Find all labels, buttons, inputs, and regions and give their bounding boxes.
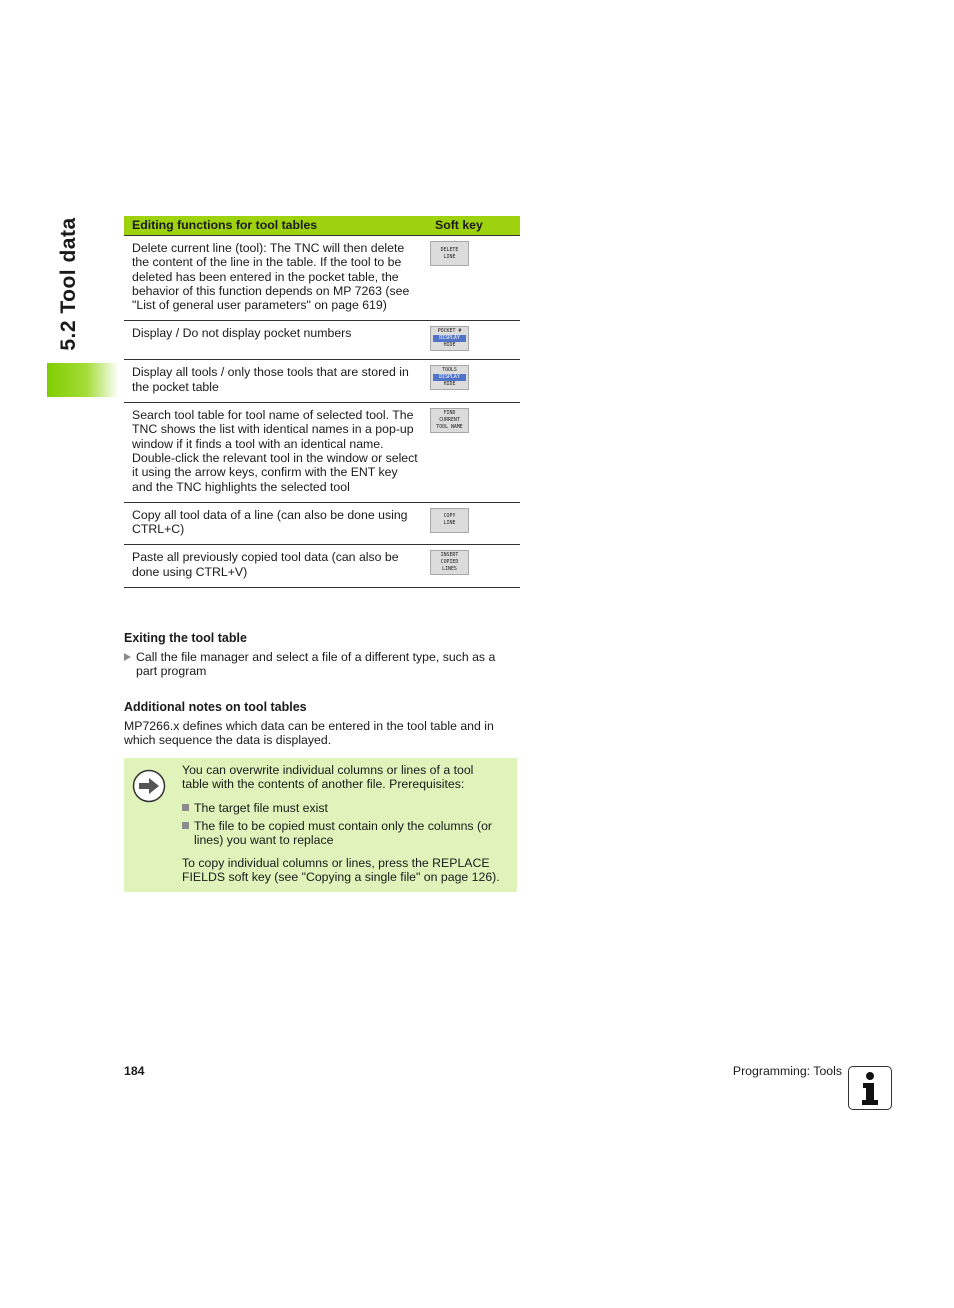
notes-heading: Additional notes on tool tables <box>124 700 307 714</box>
editing-functions-table <box>124 216 520 588</box>
table-row <box>124 360 520 403</box>
softkey-button[interactable] <box>430 326 469 351</box>
notes-paragraph <box>124 719 494 748</box>
callout-outro <box>182 856 500 885</box>
softkey-label-line: LINE <box>443 253 456 260</box>
softkey-cell <box>427 321 520 360</box>
function-description: Display all tools / only those tools that are stored in the pocket table <box>124 360 427 403</box>
softkey-label-line: DELETE <box>440 246 459 253</box>
callout-bullet-2-line2: lines) you want to replace <box>194 833 334 848</box>
softkey-label-line: LINE <box>443 520 456 527</box>
callout-outro-line1: To copy individual columns or lines, press the REPLACE <box>182 856 490 870</box>
softkey-label-line: LINES <box>442 566 457 573</box>
softkey-label-line: HIDE <box>443 381 456 388</box>
chapter-tab-marker <box>47 363 119 397</box>
softkey-label-line: POCKET # <box>437 328 462 335</box>
info-i-glyph <box>849 1067 891 1109</box>
softkey-label-line: FIND <box>443 410 456 417</box>
softkey-label-line: TOOLS <box>442 367 457 374</box>
callout-outro-line2: FIELDS soft key (see "Copying a single file" on page 126). <box>182 870 500 885</box>
info-icon <box>848 1066 892 1110</box>
softkey-label-line: TOOL NAME <box>436 424 463 431</box>
table-row <box>124 545 520 588</box>
softkey-button[interactable] <box>430 550 469 575</box>
softkey-cell <box>427 236 520 321</box>
softkey-button[interactable] <box>430 365 469 390</box>
table-header-softkey: Soft key <box>427 216 520 236</box>
exiting-step-line2: part program <box>136 664 207 679</box>
footer-section-title: Programming: Tools <box>732 1064 842 1078</box>
arrow-right-icon <box>132 769 166 803</box>
step-arrow-icon <box>124 653 131 661</box>
page-number: 184 <box>124 1064 145 1078</box>
softkey-cell <box>427 360 520 403</box>
table-header-function: Editing functions for tool tables <box>124 216 427 236</box>
softkey-cell <box>427 403 520 503</box>
table-row <box>124 403 520 503</box>
function-description: Copy all tool data of a line (can also be done using CTRL+C) <box>124 502 427 545</box>
exiting-step <box>136 650 495 679</box>
softkey-label-line: COPIED <box>440 559 459 566</box>
softkey-label-line: DISPLAY <box>433 335 466 342</box>
exiting-step-line1: Call the file manager and select a file of a different type, such as a <box>136 650 496 664</box>
table-row <box>124 321 520 360</box>
table-row <box>124 236 520 321</box>
softkey-label-line: CURRENT <box>439 417 460 424</box>
softkey-label-line: COPY <box>443 513 456 520</box>
function-description: Search tool table for tool name of selected tool. The TNC shows the list with identical names in a pop-up window if it finds a tool with an identical name. Double-click the relevant tool in the window or select it using the arrow keys, confirm with the ENT key and the TNC highlights the selected tool <box>124 403 427 503</box>
function-description: Delete current line (tool): The TNC will then delete the content of the line in the table. If the tool to be deleted has been entered in the pocket table, the behavior of this function depends on MP 7263 (see "List of general user parameters" on page 619) <box>124 236 427 321</box>
softkey-label-line: HIDE <box>443 342 456 349</box>
softkey-button[interactable] <box>430 241 469 266</box>
function-description: Paste all previously copied tool data (can also be done using CTRL+V) <box>124 545 427 588</box>
function-description: Display / Do not display pocket numbers <box>124 321 427 360</box>
bullet-square-icon <box>182 804 189 811</box>
notes-line1: MP7266.x defines which data can be entered in the tool table and in <box>124 719 494 733</box>
bullet-square-icon <box>182 822 189 829</box>
table-body <box>124 236 520 588</box>
note-callout <box>124 758 517 892</box>
callout-intro <box>182 763 473 792</box>
table-row <box>124 502 520 545</box>
callout-bullet-2-line1: The file to be copied must contain only the columns (or <box>194 819 493 833</box>
softkey-label-line: INSERT <box>440 552 459 559</box>
callout-bullet-2 <box>194 819 492 848</box>
callout-intro-line1: You can overwrite individual columns or lines of a tool <box>182 763 474 777</box>
softkey-label-line: DISPLAY <box>433 374 466 381</box>
notes-line2: which sequence the data is displayed. <box>124 733 332 748</box>
softkey-cell <box>427 545 520 588</box>
callout-bullet-1: The target file must exist <box>194 801 328 815</box>
chapter-side-title: 5.2 Tool data <box>57 217 80 351</box>
softkey-button[interactable] <box>430 508 469 533</box>
softkey-button[interactable] <box>430 408 469 433</box>
exiting-heading: Exiting the tool table <box>124 631 247 645</box>
callout-intro-line2: table with the contents of another file. Prerequisites: <box>182 777 465 792</box>
softkey-cell <box>427 502 520 545</box>
